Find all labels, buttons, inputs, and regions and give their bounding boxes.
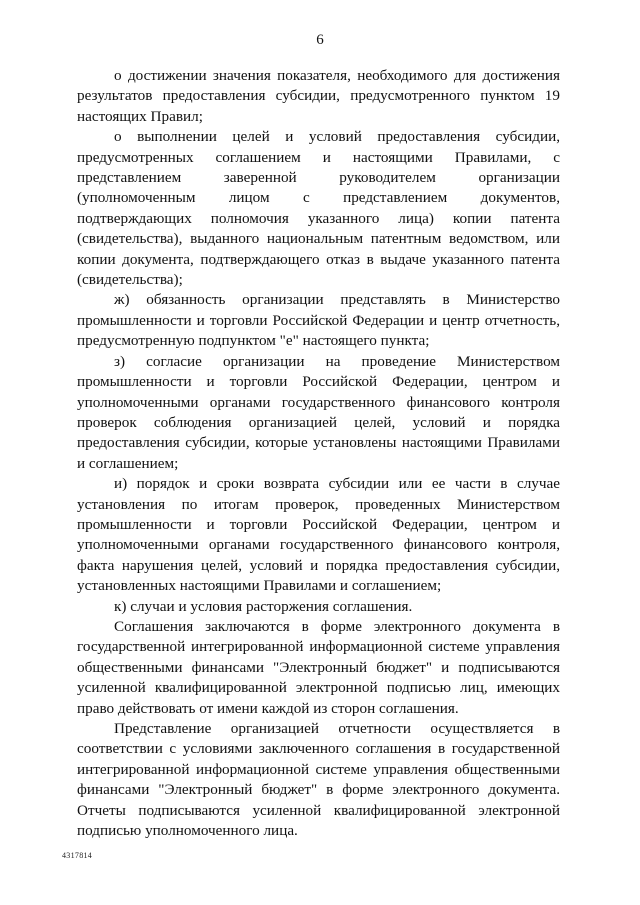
paragraph-item-k: к) случаи и условия расторжения соглашения. (114, 597, 413, 615)
paragraph-item-z: з) согласие организации на проведение Министерством промышленности и торговли Российской Федерации, центром и уполномоченными органами государственного финансового контроля проверок соблюдения организацией целей, условий и порядка предоставления субсидии, которые установлены настоящими Правилами и соглашением; (77, 352, 560, 472)
paragraph-item-zh: ж) обязанность организации представлять в Министерство промышленности и торговли Российской Федерации и центр отчетность, предусмотренную подпунктом "е" настоящего пункта; (77, 291, 560, 350)
paragraph-item-i: и) порядок и сроки возврата субсидии или ее части в случае установления по итогам проверок, проведенных Министерством промышленности и торговли Российской Федерации, центром и уполномоченными органами государственного финансового контроля, факта нарушения целей, условий и порядка предоставления субсидии, установленных настоящими Правилами и соглашением; (77, 475, 560, 595)
page-number: 6 (316, 32, 324, 48)
paragraph-reporting: Представление организацией отчетности осуществляется в соответствии с условиями заключенного соглашения в государственной интегрированной информационной системе управления общественными финансами "Электронный бюджет" в форме электронного документа. Отчеты подписываются усиленной квалифицированной электронной подписью уполномоченного лица. (77, 720, 560, 840)
document-body (77, 66, 560, 841)
paragraph-goals-report: о выполнении целей и условий предоставления субсидии, предусмотренных соглашением и настоящими Правилами, с представлением заверенной руководителем организации (уполномоченным лицом с представлением документов, подтверждающих полномочия указанного лица) копии патента (свидетельства), выданного национальным патентным ведомством, или копии документа, подтверждающего отказ в выдаче указанного патента (свидетельства); (77, 128, 560, 289)
document-code: 4317814 (62, 851, 93, 860)
paragraph-indicator-report: о достижении значения показателя, необходимого для достижения результатов предоставления субсидии, предусмотренного пунктом 19 настоящих Правил; (77, 67, 560, 125)
paragraph-agreements: Соглашения заключаются в форме электронного документа в государственной интегрированной информационной системе управления общественными финансами "Электронный бюджет" и подписываются усиленной квалифицированной электронной подписью лиц, имеющих право действовать от имени каждой из сторон соглашения. (77, 617, 560, 717)
